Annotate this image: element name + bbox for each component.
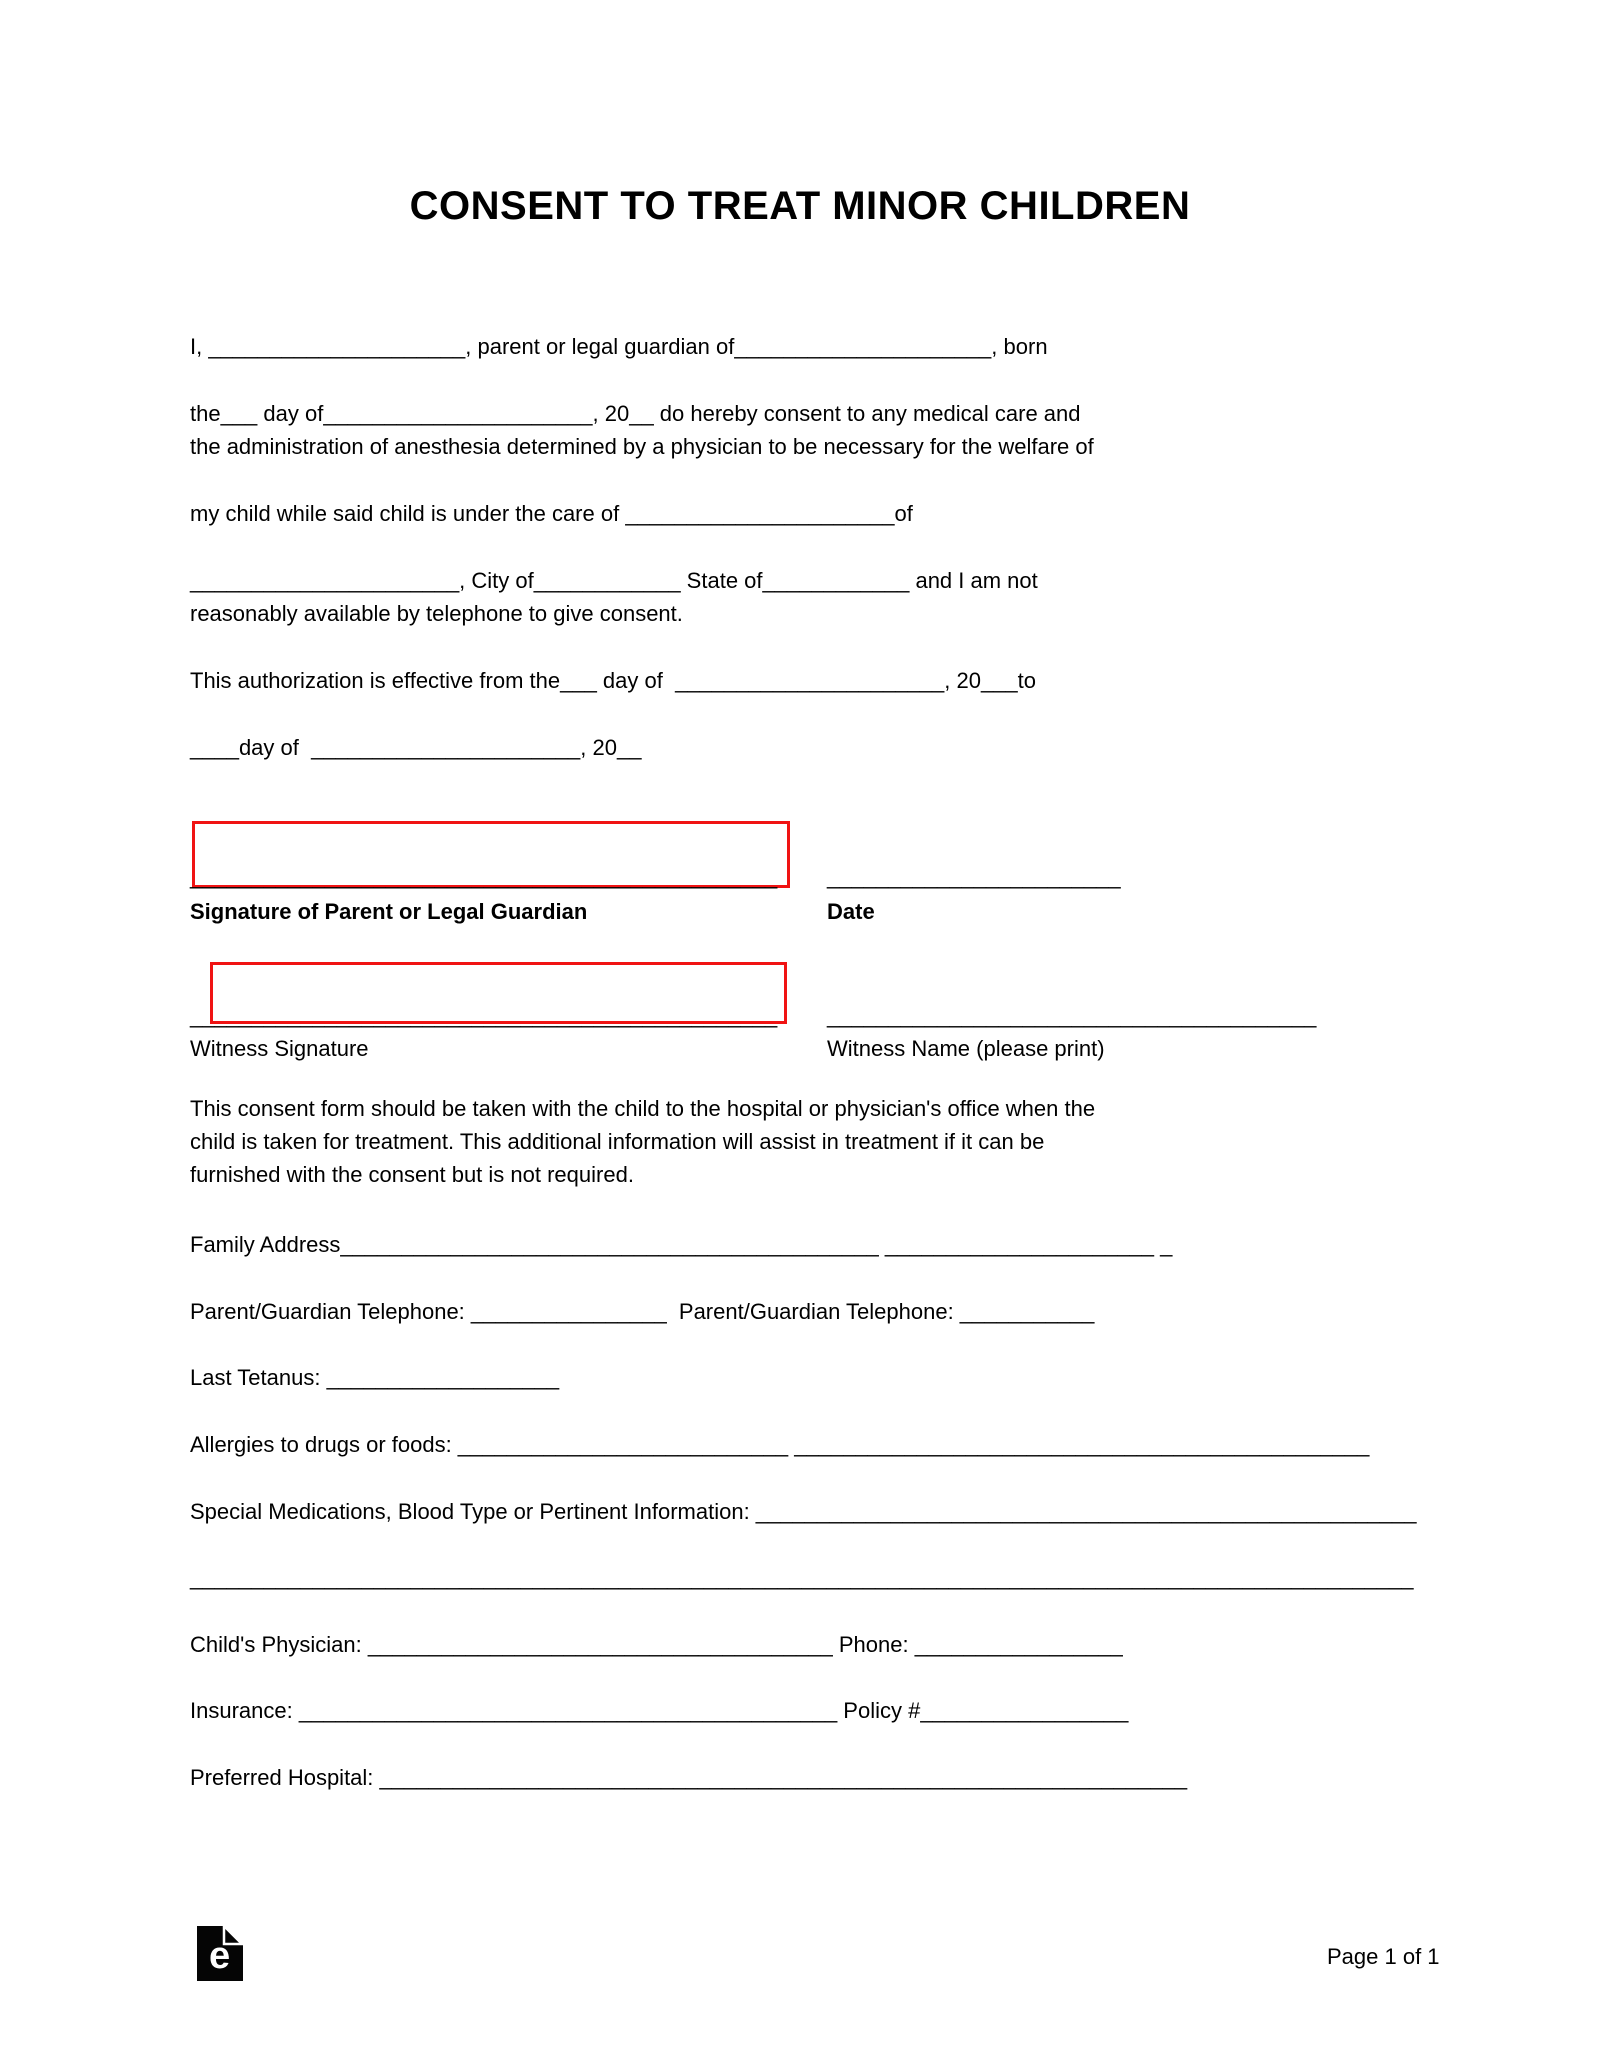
field-allergies: Allergies to drugs or foods: ___________________________ _______________________________________________ xyxy=(190,1432,1370,1457)
intro-line-2: the___ day of______________________, 20__ do hereby consent to any medical care and xyxy=(190,401,1081,426)
parent-signature-line: ________________________________________________ xyxy=(190,864,778,889)
document-title: CONSENT TO TREAT MINOR CHILDREN xyxy=(409,184,1191,228)
witness-signature-label: Witness Signature xyxy=(190,1036,369,1061)
witness-name-label: Witness Name (please print) xyxy=(827,1036,1105,1061)
field-childs-physician-phone: Child's Physician: ______________________________________ Phone: _________________ xyxy=(190,1632,1123,1657)
effective-to-line: ____day of ______________________, 20__ xyxy=(190,735,642,760)
logo-letter: e xyxy=(209,1935,231,1977)
intro-line-4: my child while said child is under the care of ______________________of xyxy=(190,501,913,526)
page-number: Page 1 of 1 xyxy=(1327,1944,1440,1969)
field-special-medications-continued-line: ____________________________________________________________________________________________________ xyxy=(190,1565,1414,1590)
eforms-logo-icon xyxy=(197,1926,243,1981)
witness-signature-line: ________________________________________________ xyxy=(190,1003,778,1028)
info-paragraph-line-3: furnished with the consent but is not required. xyxy=(190,1162,634,1187)
info-paragraph-line-1: This consent form should be taken with the child to the hospital or physician's office when the xyxy=(190,1096,1096,1121)
intro-line-3: the administration of anesthesia determined by a physician to be necessary for the welfare of xyxy=(190,434,1094,459)
field-preferred-hospital: Preferred Hospital: __________________________________________________________________ xyxy=(190,1765,1188,1790)
info-paragraph-line-2: child is taken for treatment. This additional information will assist in treatment if it can be xyxy=(190,1129,1045,1154)
field-family-address: Family Address____________________________________________ ______________________ _ xyxy=(190,1232,1173,1257)
field-parent-guardian-telephones: Parent/Guardian Telephone: ________________ Parent/Guardian Telephone: ___________ xyxy=(190,1299,1095,1324)
field-special-medications: Special Medications, Blood Type or Pertinent Information: ______________________________________________________ xyxy=(190,1499,1417,1524)
effective-from-line: This authorization is effective from the___ day of ______________________, 20___to xyxy=(190,668,1037,693)
field-last-tetanus: Last Tetanus: ___________________ xyxy=(190,1365,560,1390)
intro-line-5: ______________________, City of____________ State of____________ and I am not xyxy=(190,568,1038,593)
intro-line-1: I, _____________________, parent or legal guardian of_____________________, born xyxy=(190,334,1048,359)
parent-signature-label: Signature of Parent or Legal Guardian xyxy=(190,899,588,924)
date-label: Date xyxy=(827,899,875,924)
witness-name-line: ________________________________________ xyxy=(827,1003,1317,1028)
intro-line-6: reasonably available by telephone to give consent. xyxy=(190,601,683,626)
field-insurance-policy: Insurance: ____________________________________________ Policy #_________________ xyxy=(190,1698,1129,1723)
date-line: ________________________ xyxy=(827,864,1121,889)
